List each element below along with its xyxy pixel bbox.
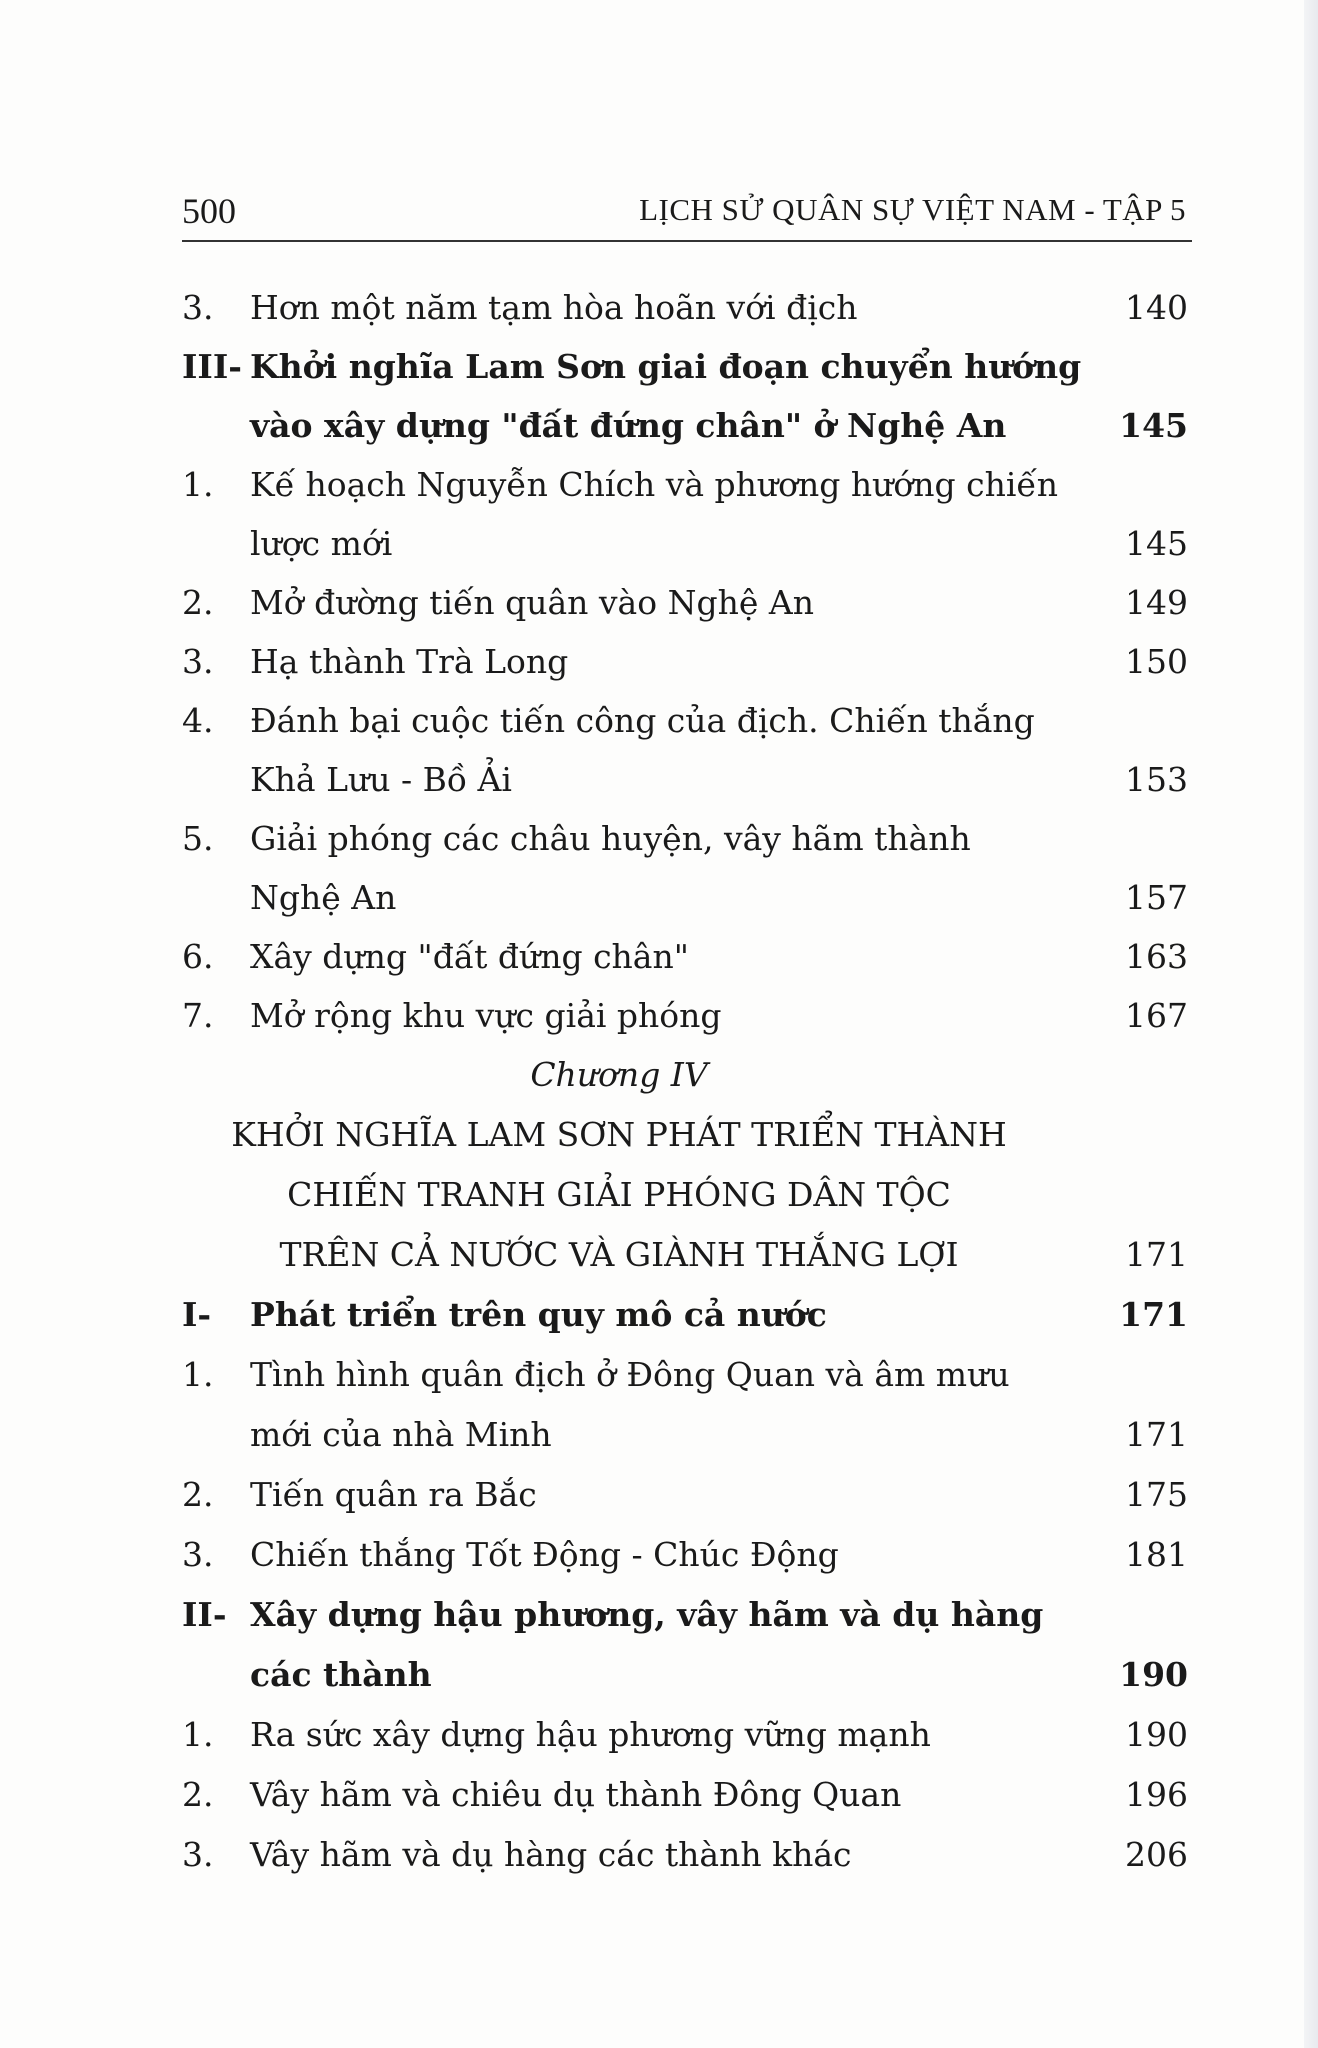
toc-row-title: Chiến thắng Tốt Động - Chúc Động xyxy=(250,1535,839,1574)
toc-row-page: 190 xyxy=(1125,1715,1188,1754)
toc-row xyxy=(0,342,1318,392)
toc-row-page: 140 xyxy=(1125,288,1188,327)
toc-row-title: Kế hoạch Nguyễn Chích và phương hướng chiến xyxy=(250,465,1058,504)
toc-row-number: 7. xyxy=(182,996,214,1035)
toc-row-number: 6. xyxy=(182,937,214,976)
toc-row-title: Khởi nghĩa Lam Sơn giai đoạn chuyển hướng xyxy=(250,347,1082,386)
page-number: 500 xyxy=(182,191,236,231)
toc-row-title: Xây dựng "đất đứng chân" xyxy=(250,937,689,976)
toc-row xyxy=(0,1350,1318,1400)
toc-row-title: Hơn một năm tạm hòa hoãn với địch xyxy=(250,288,858,327)
toc-row-title: mới của nhà Minh xyxy=(250,1415,552,1454)
toc-row-title: Phát triển trên quy mô cả nước xyxy=(250,1295,827,1334)
toc-row-page: 206 xyxy=(1125,1835,1188,1874)
toc-row-title: Nghệ An xyxy=(250,878,397,917)
toc-row-title: Tiến quân ra Bắc xyxy=(250,1475,537,1514)
toc-row xyxy=(0,460,1318,510)
toc-row xyxy=(0,696,1318,746)
chapter-title-line xyxy=(0,1110,1318,1160)
toc-row xyxy=(0,755,1318,805)
toc-row-number: 1. xyxy=(182,465,214,504)
toc-row-title: Hạ thành Trà Long xyxy=(250,642,569,681)
toc-row-page: 145 xyxy=(1119,406,1188,445)
running-title: LỊCH SỬ QUÂN SỰ VIỆT NAM - TẬP 5 xyxy=(639,192,1186,227)
toc-row-page: 190 xyxy=(1119,1655,1188,1694)
toc-row-page: 175 xyxy=(1125,1475,1188,1514)
toc-row-title: Mở rộng khu vực giải phóng xyxy=(250,996,722,1035)
toc-row-number: 4. xyxy=(182,701,214,740)
toc-row xyxy=(0,1710,1318,1760)
toc-row-number: 1. xyxy=(182,1355,214,1394)
toc-row xyxy=(0,1410,1318,1460)
toc-row-number: 2. xyxy=(182,1475,214,1514)
chapter-title-text: KHỞI NGHĨA LAM SƠN PHÁT TRIỂN THÀNH xyxy=(231,1115,1007,1154)
toc-row-title: Ra sức xây dựng hậu phương vững mạnh xyxy=(250,1715,931,1754)
toc-row-number: 5. xyxy=(182,819,214,858)
toc-row-title: Tình hình quân địch ở Đông Quan và âm mưu xyxy=(250,1355,1010,1394)
toc-row-page: 196 xyxy=(1125,1775,1188,1814)
toc-row xyxy=(0,873,1318,923)
toc-row-title: Vây hãm và chiêu dụ thành Đông Quan xyxy=(250,1775,902,1814)
toc-row xyxy=(0,932,1318,982)
toc-row-number: 3. xyxy=(182,642,214,681)
toc-row xyxy=(0,1770,1318,1820)
chapter-title-text: TRÊN CẢ NƯỚC VÀ GIÀNH THẮNG LỢI xyxy=(279,1235,959,1274)
toc-row-page: 145 xyxy=(1125,524,1188,563)
chapter-label xyxy=(0,1050,1318,1100)
toc-row-number: II- xyxy=(182,1595,227,1634)
toc-row xyxy=(0,1530,1318,1580)
toc-row xyxy=(0,578,1318,628)
toc-row-page: 153 xyxy=(1125,760,1188,799)
toc-row-number: 3. xyxy=(182,1835,214,1874)
toc-row-title: vào xây dựng "đất đứng chân" ở Nghệ An xyxy=(250,406,1007,445)
chapter-title-line xyxy=(0,1230,1318,1280)
toc-row-page: 163 xyxy=(1125,937,1188,976)
toc-row-page: 171 xyxy=(1119,1295,1188,1334)
toc-row-page: 149 xyxy=(1125,583,1188,622)
toc-row-number: III- xyxy=(182,347,243,386)
toc-row-number: 3. xyxy=(182,288,214,327)
toc-row xyxy=(0,1290,1318,1340)
toc-row xyxy=(0,991,1318,1041)
toc-row-page: 157 xyxy=(1125,878,1188,917)
toc-row-number: 1. xyxy=(182,1715,214,1754)
toc-row-number: I- xyxy=(182,1295,212,1334)
toc-row-number: 2. xyxy=(182,1775,214,1814)
toc-row xyxy=(0,1590,1318,1640)
toc-row-page: 171 xyxy=(1125,1415,1188,1454)
chapter-title-text: CHIẾN TRANH GIẢI PHÓNG DÂN TỘC xyxy=(287,1175,951,1214)
toc-row xyxy=(0,637,1318,687)
toc-row xyxy=(0,1650,1318,1700)
toc-row-number: 2. xyxy=(182,583,214,622)
toc-row-title: các thành xyxy=(250,1655,432,1694)
toc-row-title: Xây dựng hậu phương, vây hãm và dụ hàng xyxy=(250,1595,1044,1634)
toc-row-page: 167 xyxy=(1125,996,1188,1035)
toc-row xyxy=(0,1830,1318,1880)
toc-row-page: 150 xyxy=(1125,642,1188,681)
toc-row xyxy=(0,519,1318,569)
toc-row-title: lược mới xyxy=(250,524,393,563)
toc-row xyxy=(0,283,1318,333)
toc-row-title: Vây hãm và dụ hàng các thành khác xyxy=(250,1835,852,1874)
chapter-page: 171 xyxy=(1125,1235,1188,1274)
toc-row-title: Khả Lưu - Bồ Ải xyxy=(250,760,512,799)
toc-row-title: Giải phóng các châu huyện, vây hãm thành xyxy=(250,819,971,858)
chapter-label-text: Chương IV xyxy=(530,1055,708,1094)
toc-row-title: Mở đường tiến quân vào Nghệ An xyxy=(250,583,814,622)
chapter-title-line xyxy=(0,1170,1318,1220)
toc-row xyxy=(0,1470,1318,1520)
toc-row xyxy=(0,401,1318,451)
toc-row-title: Đánh bại cuộc tiến công của địch. Chiến thắng xyxy=(250,701,1035,740)
toc-row-page: 181 xyxy=(1125,1535,1188,1574)
toc-row-number: 3. xyxy=(182,1535,214,1574)
toc-row xyxy=(0,814,1318,864)
